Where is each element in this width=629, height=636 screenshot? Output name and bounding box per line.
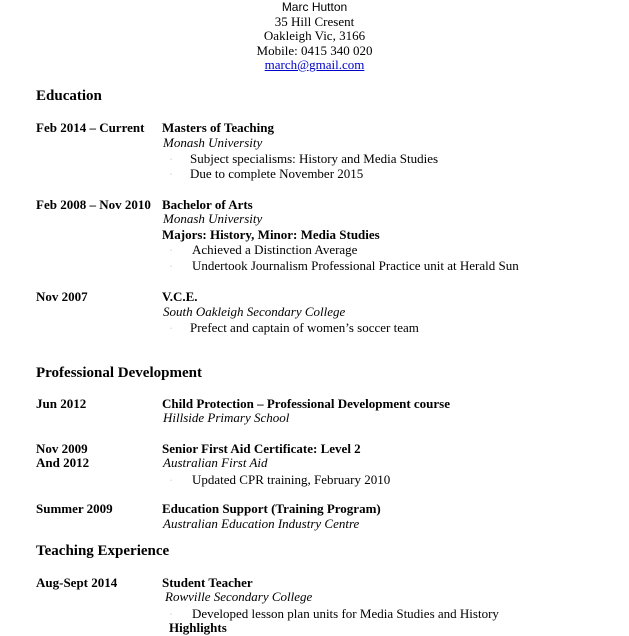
list-item-text: Subject specialisms: History and Media Studies — [190, 151, 439, 166]
bullet-icon: · — [170, 611, 172, 618]
entry-title: Bachelor of Arts — [162, 197, 253, 212]
list-item-text: Developed lesson plan units for Media Studies and History — [192, 606, 499, 621]
section-heading-teaching-experience: Teaching Experience — [36, 543, 170, 559]
address-line-1: 35 Hill Cresent — [274, 14, 355, 29]
email-link[interactable]: march@gmail.com — [264, 57, 365, 72]
candidate-name: Marc Hutton — [281, 0, 348, 14]
list-item — [170, 242, 357, 259]
entry-date: Nov 2007 — [36, 289, 88, 304]
list-item-text: Updated CPR training, February 2010 — [192, 472, 391, 487]
bullet-icon: · — [170, 325, 172, 332]
entry-date: Feb 2014 – Current — [36, 120, 145, 135]
list-item — [170, 472, 390, 489]
list-item — [170, 258, 519, 275]
entry-title: Education Support (Training Program) — [162, 501, 381, 516]
entry-title: Child Protection – Professional Development course — [162, 396, 451, 411]
entry-org: Australian First Aid — [163, 455, 268, 470]
entry-org: Hillside Primary School — [163, 410, 290, 425]
entry-date: Feb 2008 – Nov 2010 — [36, 197, 151, 212]
entry-subtitle: Majors: History, Minor: Media Studies — [162, 227, 380, 242]
section-heading-professional-development: Professional Development — [36, 365, 202, 381]
address-line-2: Oakleigh Vic, 3166 — [263, 28, 366, 43]
list-item-text: Undertook Journalism Professional Practice unit at Herald Sun — [192, 258, 519, 273]
list-item-text: Achieved a Distinction Average — [192, 242, 358, 257]
entry-org: South Oakleigh Secondary College — [163, 304, 346, 319]
entry-title: Student Teacher — [162, 575, 253, 590]
entry-date-line-2: And 2012 — [36, 455, 90, 470]
bullet-icon: · — [170, 156, 172, 163]
bullet-icon: · — [170, 263, 172, 270]
section-heading-education: Education — [36, 88, 102, 104]
email-container — [0, 57, 629, 72]
list-item-text: Prefect and captain of women’s soccer team — [190, 320, 419, 335]
entry-org: Monash University — [163, 211, 263, 226]
entry-title: Masters of Teaching — [162, 120, 274, 135]
entry-date-line-1: Nov 2009 — [36, 441, 88, 456]
bullet-icon: · — [170, 247, 172, 254]
entry-title: Senior First Aid Certificate: Level 2 — [162, 441, 361, 456]
entry-subheading: Highlights — [169, 620, 227, 635]
bullet-icon: · — [170, 171, 172, 178]
list-item-text: Due to complete November 2015 — [190, 166, 364, 181]
mobile-number: Mobile: 0415 340 020 — [256, 43, 373, 58]
entry-org: Rowville Secondary College — [165, 589, 313, 604]
entry-date: Jun 2012 — [36, 396, 87, 411]
entry-org: Australian Education Industry Centre — [163, 516, 360, 531]
list-item — [170, 166, 363, 183]
entry-date: Summer 2009 — [36, 501, 113, 516]
bullet-icon: · — [170, 477, 172, 484]
entry-org: Monash University — [163, 135, 263, 150]
list-item — [170, 320, 419, 337]
entry-title: V.C.E. — [162, 289, 198, 304]
entry-date: Aug-Sept 2014 — [36, 575, 118, 590]
